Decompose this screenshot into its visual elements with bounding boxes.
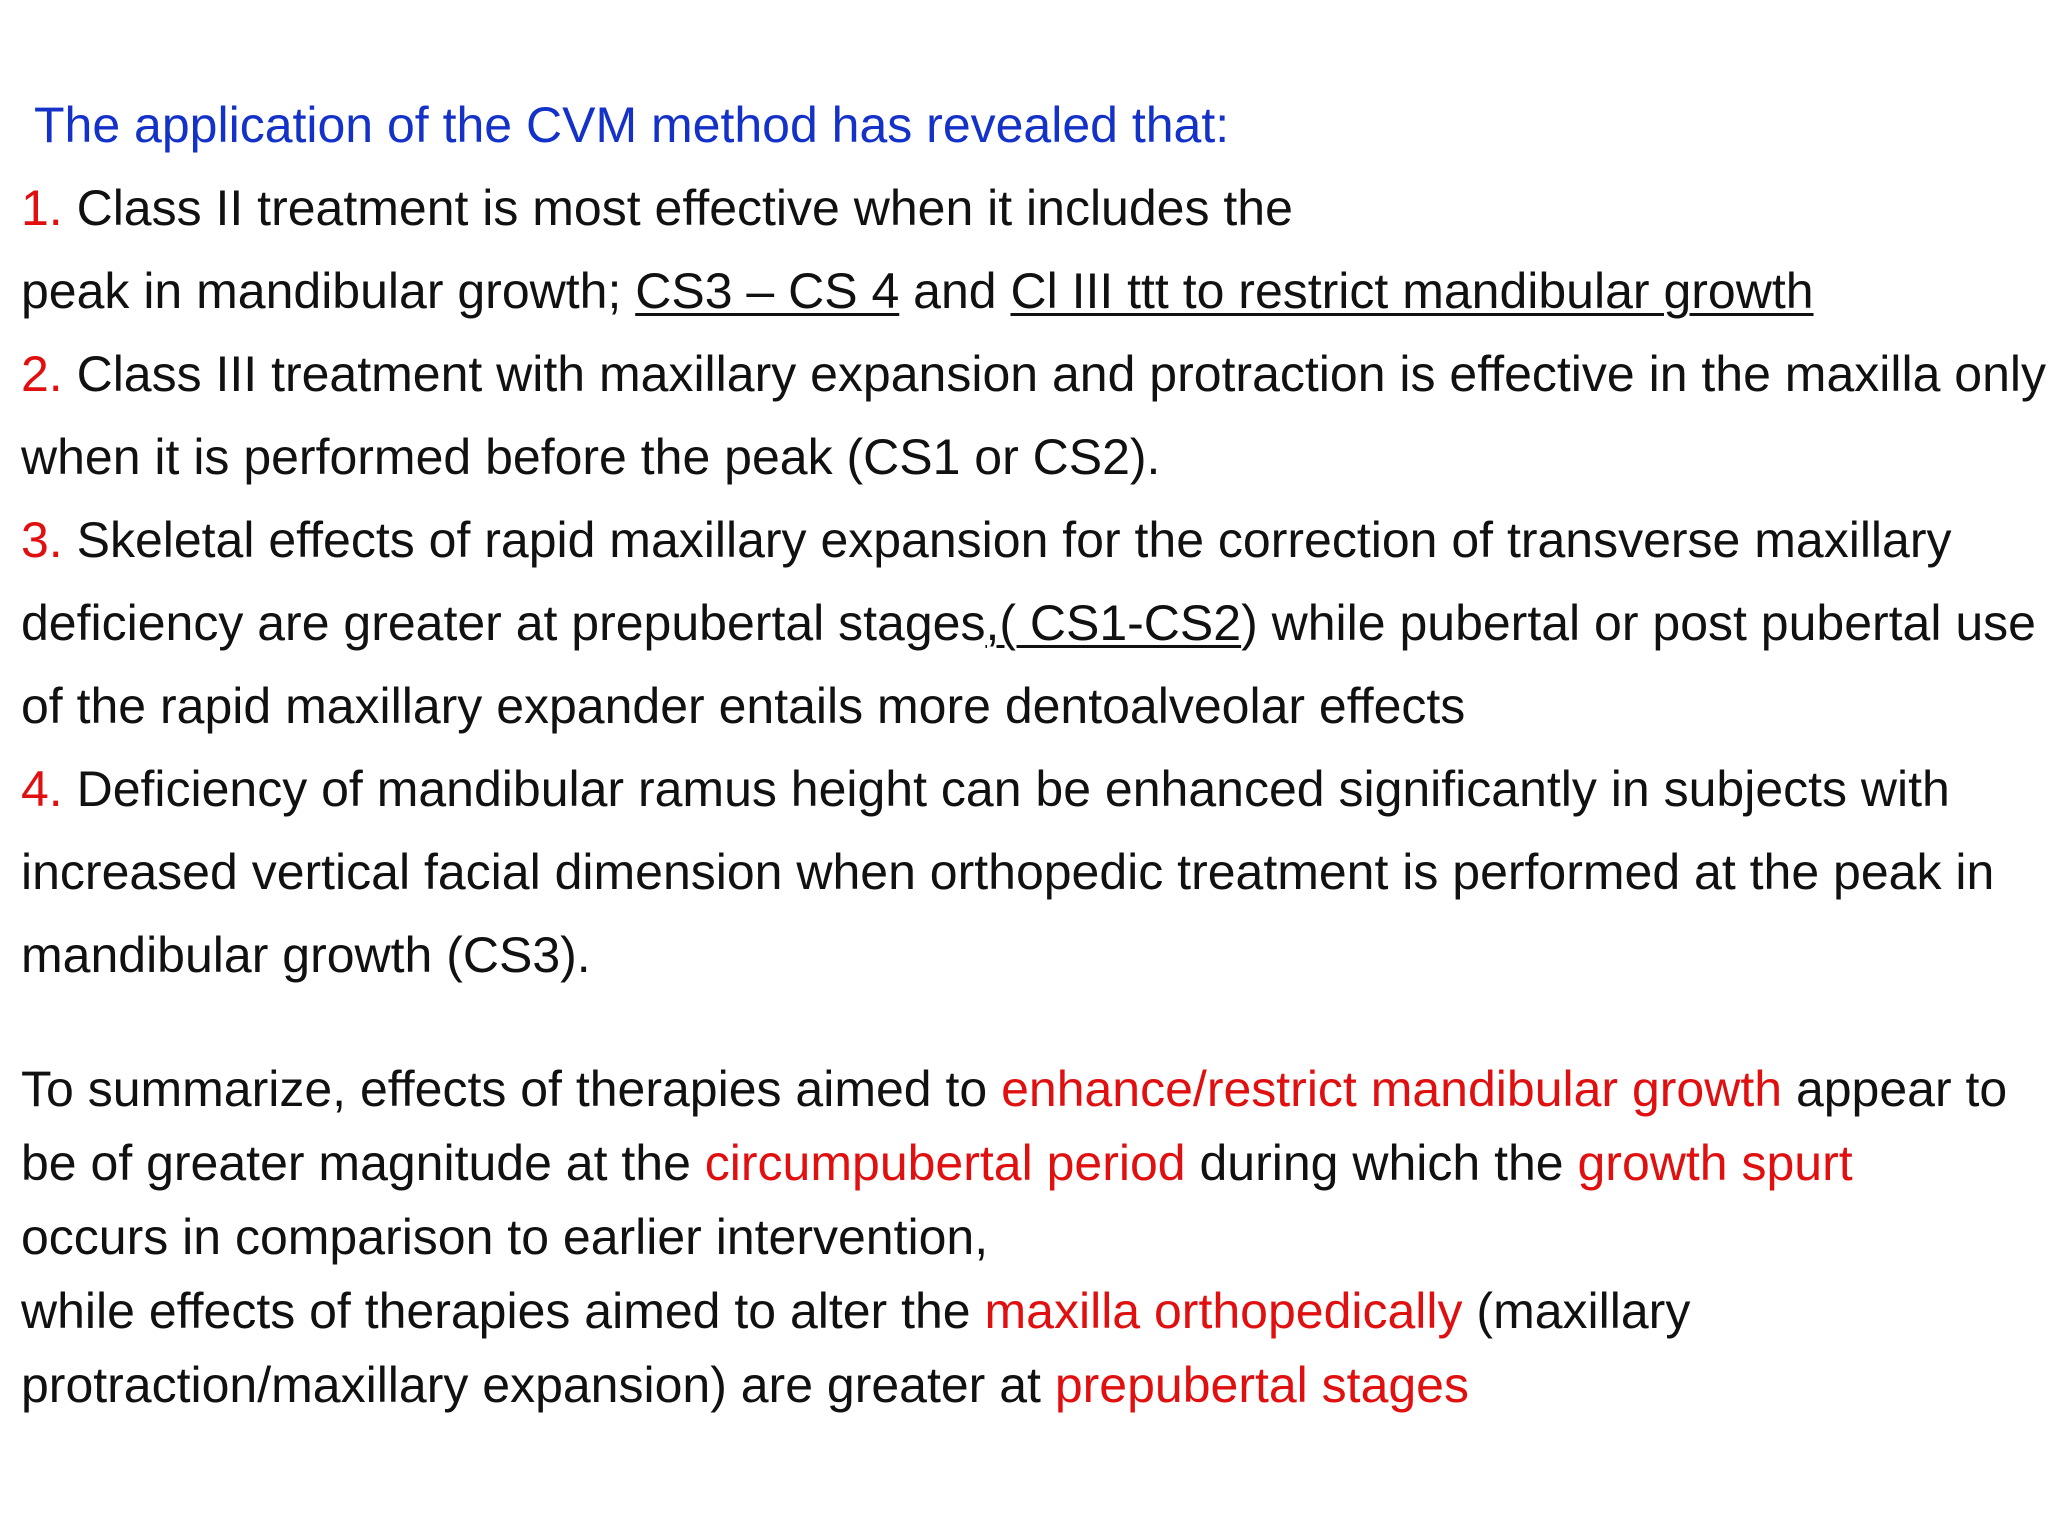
point-2-number: 2. xyxy=(21,346,63,402)
point-3-cs-range: ,( CS1-CS2 xyxy=(985,595,1242,651)
point-4-text: Deficiency of mandibular ramus height can be enhanced significantly in subjects with xyxy=(62,761,1950,817)
summary-line-5 xyxy=(21,1355,1469,1415)
summary-line-2 xyxy=(21,1133,1853,1193)
point-4-number: 4. xyxy=(21,761,63,817)
summary-text: while effects of therapies aimed to alter the xyxy=(21,1283,985,1339)
point-2-text: Class III treatment with maxillary expansion and protraction is effective in the maxilla only xyxy=(62,346,2047,402)
summary-text: during which the xyxy=(1185,1135,1578,1191)
point-3-number: 3. xyxy=(21,512,63,568)
summary-highlight: prepubertal stages xyxy=(1054,1357,1469,1413)
summary-highlight: enhance/restrict mandibular growth xyxy=(1001,1061,1783,1117)
summary-line-3: occurs in comparison to earlier intervention, xyxy=(21,1209,989,1265)
point-1-cs-range: CS3 – CS 4 xyxy=(635,263,900,319)
point-1-text-a: peak in mandibular growth; xyxy=(21,263,636,319)
point-3-text: Skeletal effects of rapid maxillary expansion for the correction of transverse maxillary xyxy=(62,512,1952,568)
summary-line-1 xyxy=(21,1059,2007,1119)
point-3-line-3: of the rapid maxillary expander entails more dentoalveolar effects xyxy=(21,678,1466,734)
summary-text: be of greater magnitude at the xyxy=(21,1135,705,1191)
point-4-line-2: increased vertical facial dimension when orthopedic treatment is performed at the peak in xyxy=(21,844,1995,900)
summary-highlight: circumpubertal period xyxy=(704,1135,1186,1191)
summary-text: To summarize, effects of therapies aimed to xyxy=(21,1061,1002,1117)
point-3-text-c: ) while pubertal or post pubertal use xyxy=(1241,595,2036,651)
point-1-line-1 xyxy=(21,178,1293,238)
point-1-text: Class II treatment is most effective when it includes the xyxy=(62,180,1293,236)
point-3-line-1 xyxy=(21,510,1952,570)
point-2-line-1 xyxy=(21,344,2046,404)
point-4-line-3: mandibular growth (CS3). xyxy=(21,927,591,983)
point-3-line-2 xyxy=(21,593,2036,653)
point-1-line-2 xyxy=(21,261,1814,321)
point-2-line-2: when it is performed before the peak (CS1 or CS2). xyxy=(21,429,1161,485)
summary-line-4 xyxy=(21,1281,1690,1341)
point-3-text-a: deficiency are greater at prepubertal stages xyxy=(21,595,986,651)
summary-text: appear to xyxy=(1782,1061,2008,1117)
summary-text: (maxillary xyxy=(1462,1283,1691,1339)
point-1-text-c: and xyxy=(899,263,1011,319)
point-1-cl3-note: Cl III ttt to restrict mandibular growth xyxy=(1010,263,1814,319)
point-1-number: 1. xyxy=(21,180,63,236)
slide-title: The application of the CVM method has revealed that: xyxy=(34,97,1230,153)
summary-text: protraction/maxillary expansion) are greater at xyxy=(21,1357,1055,1413)
summary-highlight: growth spurt xyxy=(1577,1135,1853,1191)
summary-highlight: maxilla orthopedically xyxy=(984,1283,1463,1339)
point-4-line-1 xyxy=(21,759,1950,819)
